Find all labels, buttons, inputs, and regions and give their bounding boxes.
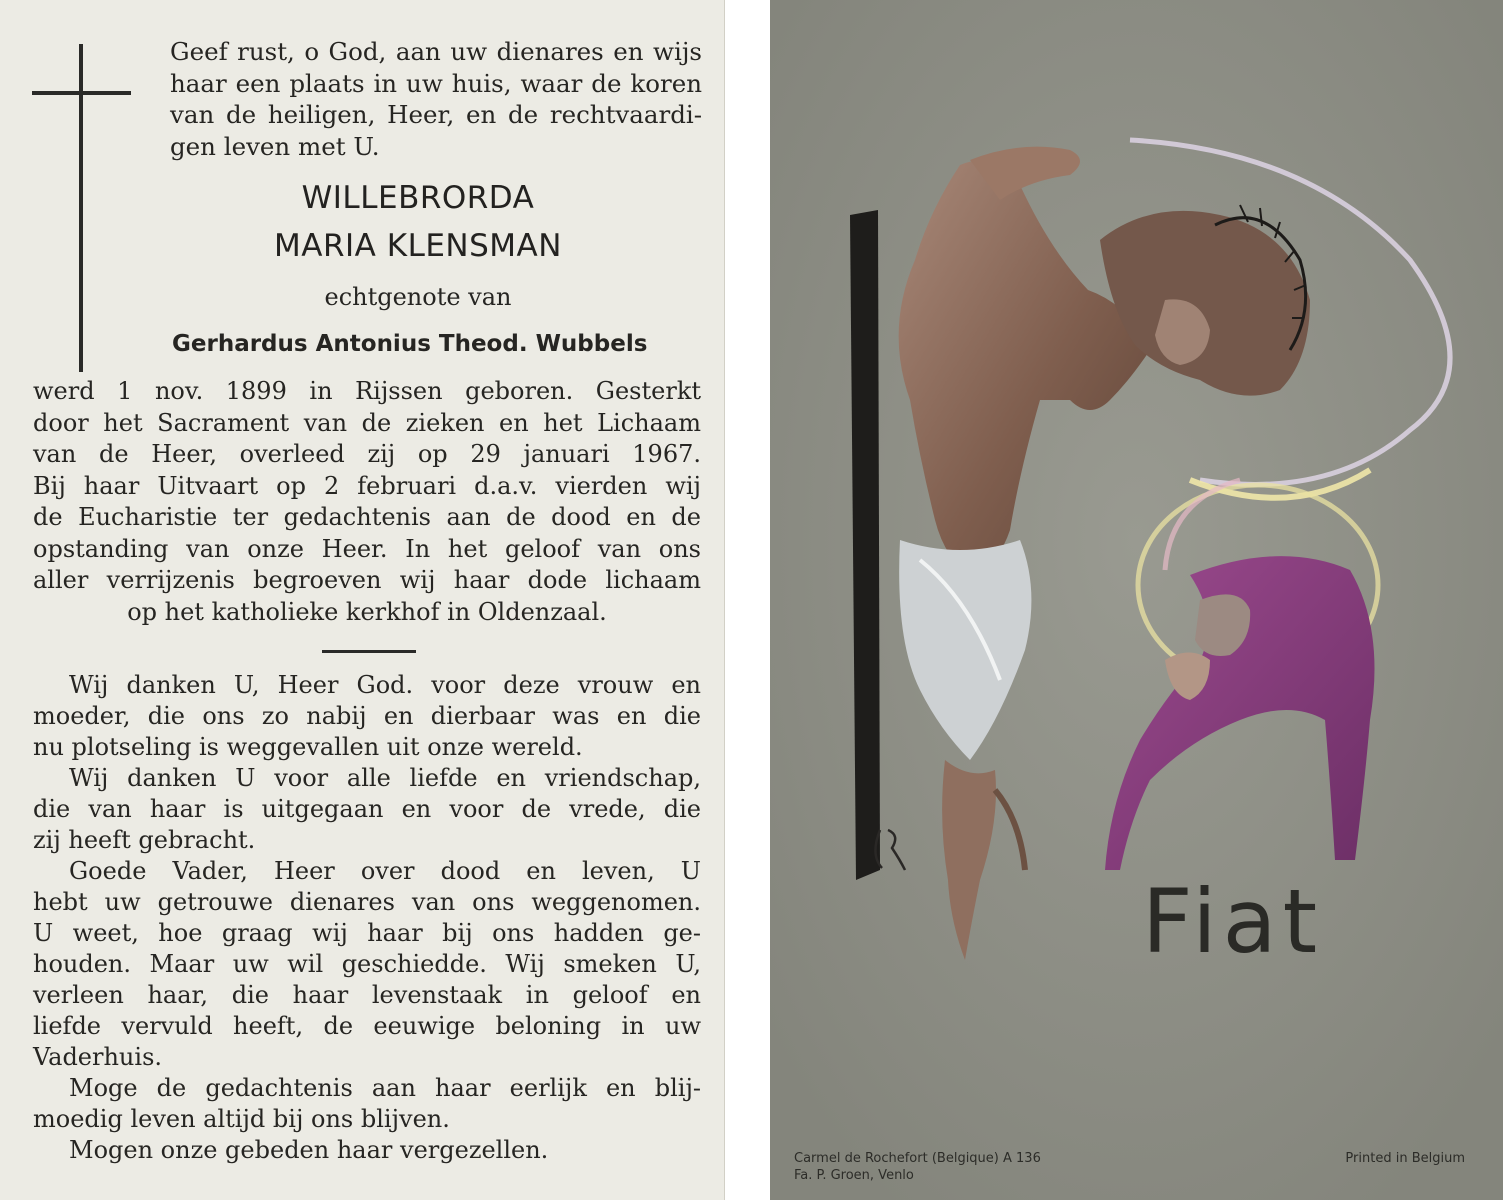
deceased-name-first: WILLEBRORDA: [301, 180, 535, 216]
bio-line: Bij haar Uitvaart op 2 februari d.a.v. vierden wij: [33, 471, 701, 500]
thanks-line: die van haar is uitgegaan en voor de vrede, die: [33, 795, 701, 823]
prayer-line: gen leven met U.: [170, 131, 380, 161]
cross-icon-horizontal: [32, 91, 131, 95]
thanks-line: nu plotseling is weggevallen uit onze wereld.: [33, 733, 583, 761]
bio-line: op het katholieke kerkhof in Oldenzaal.: [127, 597, 607, 626]
prayer-text: [170, 36, 702, 162]
prayer-line: Geef rust, o God, aan uw dienares en wijs: [170, 37, 702, 66]
publisher-credit: Carmel de Rochefort (Belgique) A 136: [794, 1151, 1041, 1166]
spouse-name: Gerhardus Antonius Theod. Wubbels: [172, 331, 648, 357]
thanks-line: zij heeft gebracht.: [33, 826, 256, 854]
bio-line: de Eucharistie ter gedachtenis aan de dood en de: [33, 503, 701, 531]
prayer-line: haar een plaats in uw huis, waar de koren: [170, 68, 702, 98]
thanks-line: Vaderhuis.: [33, 1043, 163, 1071]
bio-line: werd 1 nov. 1899 in Rijssen geboren. Gesterkt: [33, 377, 701, 405]
bio-line: aller verrijzenis begroeven wij haar dode lichaam: [33, 566, 701, 594]
thanks-line: Mogen onze gebeden haar vergezellen.: [69, 1136, 549, 1164]
bio-line: opstanding van onze Heer. In het geloof van ons: [33, 534, 701, 563]
thanks-line: Wij danken U voor alle liefde en vriendschap,: [69, 764, 701, 792]
thanks-line: moeder, die ons zo nabij en dierbaar was en die: [33, 702, 701, 730]
crucifixion-illustration: [770, 0, 1503, 1200]
prayer-line: van de heiligen, Heer, en de rechtvaardi-: [170, 100, 702, 129]
fiat-title: Fiat: [1142, 870, 1324, 973]
background-wash: [770, 0, 1503, 1200]
thanksgiving-text: [33, 670, 701, 1166]
thanks-line: liefde vervuld heeft, de eeuwige beloning in uw: [33, 1012, 701, 1040]
deceased-name-last: MARIA KLENSMAN: [274, 228, 562, 264]
memorial-text-card: [0, 0, 725, 1200]
printed-in-label: Printed in Belgium: [1345, 1151, 1465, 1166]
thanks-line: Wij danken U, Heer God. voor deze vrouw en: [69, 671, 701, 699]
thanks-line: Moge de gedachtenis aan haar eerlijk en blij-: [69, 1074, 701, 1102]
biography-text: [33, 376, 701, 628]
thanks-line: hebt uw getrouwe dienares van ons weggenomen.: [33, 888, 701, 916]
spouse-intro: echtgenote van: [324, 283, 512, 311]
thanks-line: Goede Vader, Heer over dood en leven, U: [69, 857, 701, 885]
thanks-line: verleen haar, die haar levenstaak in geloof en: [33, 981, 701, 1009]
printer-credit: Fa. P. Groen, Venlo: [794, 1168, 914, 1183]
bio-line: door het Sacrament van de zieken en het Lichaam: [33, 408, 701, 437]
devotional-image-card: [770, 0, 1503, 1200]
divider: [322, 650, 416, 653]
thanks-line: houden. Maar uw wil geschiedde. Wij smeken U,: [33, 950, 701, 978]
thanks-line: U weet, hoe graag wij haar bij ons hadden ge-: [33, 919, 701, 947]
thanks-line: moedig leven altijd bij ons blijven.: [33, 1105, 450, 1133]
bio-line: van de Heer, overleed zij op 29 januari 1967.: [33, 440, 701, 468]
